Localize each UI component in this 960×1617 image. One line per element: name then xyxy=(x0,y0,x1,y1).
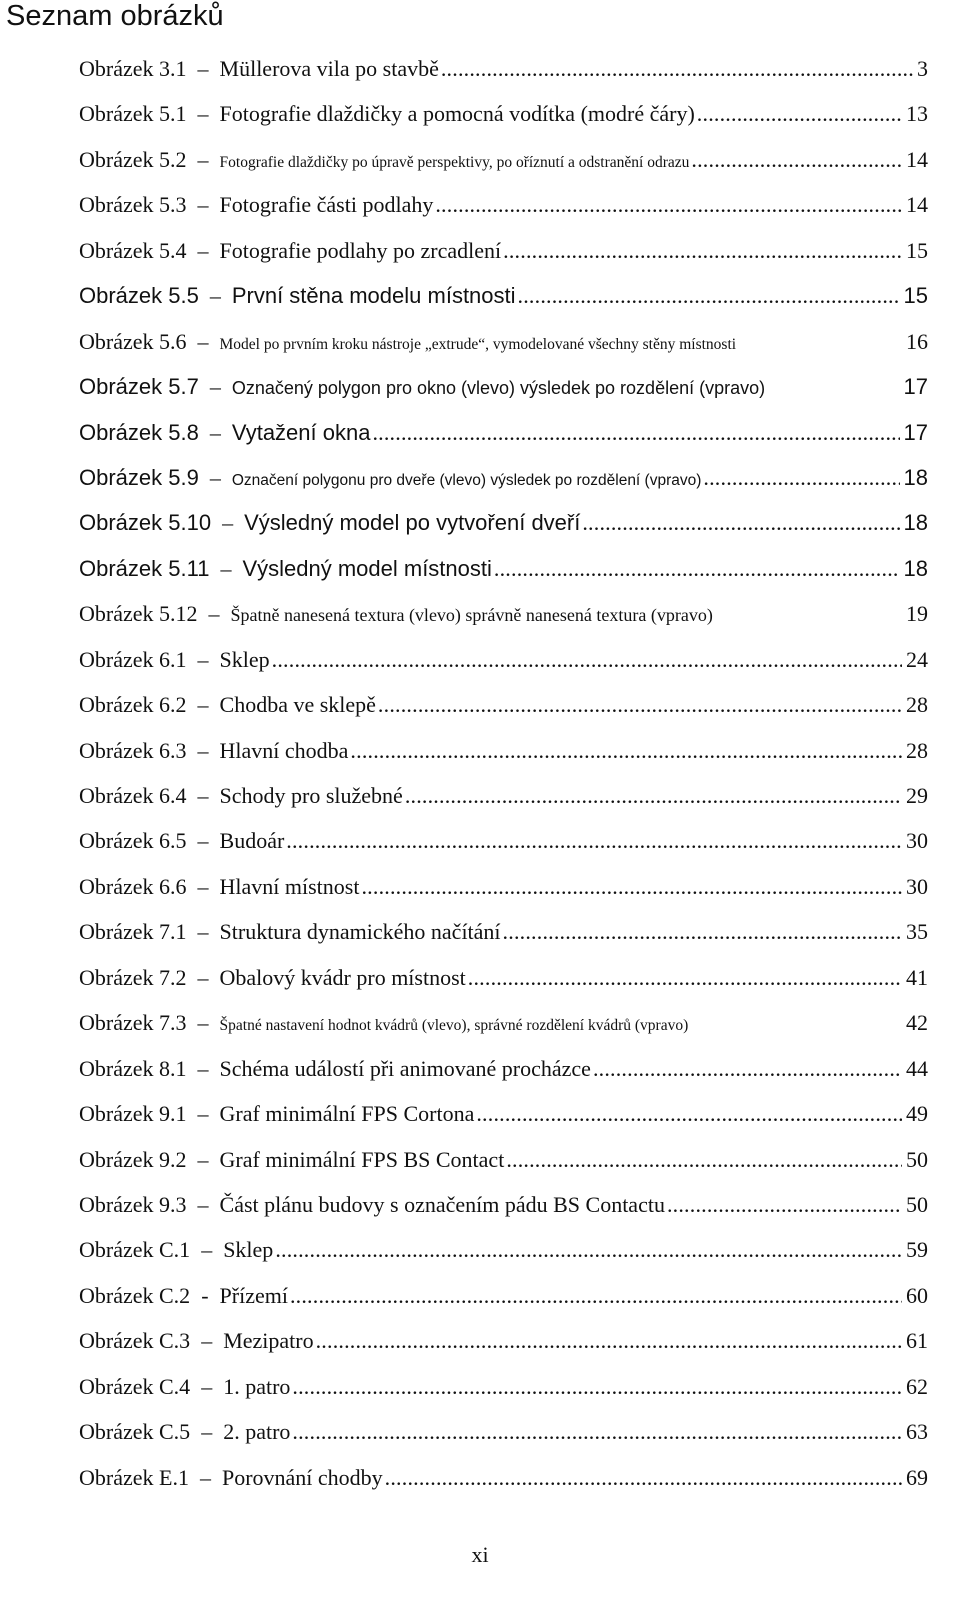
page-reference: 42 xyxy=(906,1010,928,1036)
figure-number: Obrázek C.1 xyxy=(79,1237,191,1263)
page-reference: 15 xyxy=(903,283,928,309)
list-item[interactable] xyxy=(79,1147,928,1192)
figure-number: Obrázek C.4 xyxy=(79,1373,191,1399)
separator: – xyxy=(209,419,221,445)
page-reference: 16 xyxy=(906,328,928,354)
page-title: Seznam obrázků xyxy=(6,0,224,32)
list-item[interactable] xyxy=(79,647,928,692)
separator: – xyxy=(201,1237,213,1263)
page-reference: 28 xyxy=(906,737,928,763)
figure-number: Obrázek 5.5 xyxy=(79,283,199,309)
dot-leader xyxy=(286,828,902,854)
separator: – xyxy=(201,1373,213,1399)
separator: – xyxy=(197,328,209,354)
page-reference: 29 xyxy=(906,783,928,808)
page-reference: 49 xyxy=(906,1101,928,1127)
list-item[interactable] xyxy=(79,692,928,737)
figure-title: 2. patro xyxy=(223,1419,291,1445)
page-reference: 69 xyxy=(906,1464,928,1490)
dot-leader xyxy=(518,283,900,309)
figure-title: Graf minimální FPS BS Contact xyxy=(219,1146,505,1172)
list-item[interactable] xyxy=(79,738,928,783)
figure-number: Obrázek 5.11 xyxy=(79,555,210,581)
dot-leader xyxy=(290,1283,902,1309)
page-reference: 41 xyxy=(906,964,928,990)
separator: – xyxy=(197,783,209,808)
separator: – xyxy=(197,101,209,127)
list-item[interactable] xyxy=(79,1419,928,1464)
page-reference: 28 xyxy=(906,692,928,718)
separator: – xyxy=(208,601,220,627)
list-item[interactable] xyxy=(79,601,928,646)
figure-title: Porovnání chodby xyxy=(221,1464,383,1490)
dot-leader xyxy=(292,1374,902,1400)
figure-title: Sklep xyxy=(223,1237,274,1263)
separator: – xyxy=(197,146,209,172)
dot-leader xyxy=(503,919,902,945)
page-reference: 15 xyxy=(906,237,928,263)
dot-leader xyxy=(435,192,902,218)
list-item[interactable] xyxy=(79,420,928,465)
figure-title: Schody pro služebné xyxy=(219,783,403,808)
figure-title: Fotografie dlaždičky po úpravě perspektivy, po oříznutí a odstranění odrazu xyxy=(219,153,690,171)
figure-number: Obrázek 5.10 xyxy=(79,510,212,536)
figure-title: Hlavní místnost xyxy=(219,873,360,899)
figure-number: Obrázek 5.6 xyxy=(79,328,187,354)
page-reference: 3 xyxy=(917,56,928,81)
page-number: xi xyxy=(471,1542,489,1567)
figure-title: Hlavní chodba xyxy=(219,737,349,763)
figure-title: Přízemí xyxy=(219,1282,288,1308)
list-item[interactable] xyxy=(79,56,928,101)
figure-number: Obrázek 5.12 xyxy=(79,601,198,627)
separator: – xyxy=(197,828,209,854)
figure-title: Fotografie dlaždičky a pomocná vodítka (modré čáry) xyxy=(219,101,695,127)
figure-list xyxy=(79,56,928,1510)
figure-number: Obrázek 5.1 xyxy=(79,101,187,127)
figure-number: Obrázek 6.6 xyxy=(79,873,187,899)
dot-leader xyxy=(697,101,902,127)
page-reference: 50 xyxy=(906,1191,928,1217)
dot-leader xyxy=(361,874,902,900)
separator: – xyxy=(197,1055,209,1081)
figure-title: Sklep xyxy=(219,646,270,672)
figure-title: Müllerova vila po stavbě xyxy=(219,56,439,81)
dot-leader xyxy=(372,420,899,446)
figure-number: Obrázek 3.1 xyxy=(79,56,187,81)
figure-title: Chodba ve sklepě xyxy=(219,692,376,718)
separator: – xyxy=(220,555,232,581)
figure-title: První stěna modelu místnosti xyxy=(231,283,516,309)
figure-title: Fotografie podlahy po zrcadlení xyxy=(219,237,502,263)
page-reference: 17 xyxy=(903,374,928,400)
separator: – xyxy=(201,1419,213,1445)
list-item[interactable] xyxy=(79,1237,928,1282)
list-item[interactable] xyxy=(79,1010,928,1055)
figure-title: Výsledný model místnosti xyxy=(242,555,492,581)
page-reference: 50 xyxy=(906,1146,928,1172)
dot-leader xyxy=(378,692,902,718)
figure-title: Model po prvním kroku nástroje „extrude“, vymodelované všechny stěny místnosti xyxy=(219,335,737,353)
dot-leader xyxy=(272,647,902,673)
page-reference: 44 xyxy=(906,1055,928,1081)
figure-title: Fotografie části podlahy xyxy=(219,192,434,218)
dot-leader xyxy=(385,1465,902,1491)
separator: – xyxy=(199,1464,211,1490)
dot-leader xyxy=(503,238,902,264)
page-reference: 35 xyxy=(906,919,928,945)
page-reference: 17 xyxy=(903,419,928,445)
list-item[interactable] xyxy=(79,465,928,510)
list-item[interactable] xyxy=(79,1374,928,1419)
dot-leader xyxy=(703,465,899,491)
separator: – xyxy=(197,873,209,899)
figure-number: Obrázek 7.2 xyxy=(79,964,187,990)
separator: – xyxy=(209,374,221,400)
list-item[interactable] xyxy=(79,874,928,919)
dot-leader xyxy=(476,1101,902,1127)
page-reference: 61 xyxy=(906,1328,928,1354)
separator: - xyxy=(201,1282,209,1308)
list-item[interactable] xyxy=(79,510,928,555)
separator: – xyxy=(197,964,209,990)
figure-number: Obrázek 8.1 xyxy=(79,1055,187,1081)
figure-title: Vytažení okna xyxy=(231,419,371,445)
figure-title: Struktura dynamického načítání xyxy=(219,919,501,945)
separator: – xyxy=(209,464,221,490)
dot-leader xyxy=(506,1147,902,1173)
page-reference: 30 xyxy=(906,873,928,899)
figure-number: Obrázek 5.4 xyxy=(79,237,187,263)
figure-title: Část plánu budovy s označením pádu BS Contactu xyxy=(219,1191,665,1217)
figure-number: Obrázek 5.7 xyxy=(79,374,199,400)
dot-leader xyxy=(292,1419,902,1445)
separator: – xyxy=(209,283,221,309)
page-reference: 18 xyxy=(903,555,928,581)
separator: – xyxy=(201,1328,213,1354)
list-item[interactable] xyxy=(79,1056,928,1101)
dot-leader xyxy=(275,1237,902,1263)
list-item[interactable] xyxy=(79,1192,928,1237)
separator: – xyxy=(197,1101,209,1127)
figure-number: Obrázek 7.1 xyxy=(79,919,187,945)
list-item[interactable] xyxy=(79,1101,928,1146)
figure-number: Obrázek 7.3 xyxy=(79,1010,187,1036)
list-item[interactable] xyxy=(79,192,928,237)
dot-leader xyxy=(667,1192,902,1218)
list-item[interactable] xyxy=(79,828,928,873)
dot-leader xyxy=(494,556,900,582)
dot-leader xyxy=(316,1328,902,1354)
dot-leader xyxy=(405,783,902,809)
list-item[interactable] xyxy=(79,1328,928,1373)
figure-number: Obrázek 5.9 xyxy=(79,464,199,490)
figure-number: Obrázek 6.1 xyxy=(79,646,187,672)
list-item[interactable] xyxy=(79,374,928,419)
list-item[interactable] xyxy=(79,919,928,964)
figure-number: Obrázek 6.5 xyxy=(79,828,187,854)
separator: – xyxy=(197,1191,209,1217)
separator: – xyxy=(197,1010,209,1036)
figure-number: Obrázek 9.3 xyxy=(79,1191,187,1217)
dot-leader xyxy=(350,738,902,764)
separator: – xyxy=(197,919,209,945)
page-reference: 19 xyxy=(906,601,928,627)
figure-number: Obrázek 6.3 xyxy=(79,737,187,763)
separator: – xyxy=(197,692,209,718)
page-reference: 13 xyxy=(906,101,928,127)
dot-leader xyxy=(691,147,902,173)
separator: – xyxy=(222,510,234,536)
figure-title: Schéma událostí při animované procházce xyxy=(219,1055,591,1081)
page-reference: 59 xyxy=(906,1237,928,1263)
figure-title: Špatné nastavení hodnot kvádrů (vlevo), správné rozdělení kvádrů (vpravo) xyxy=(219,1017,689,1035)
figure-title: Označení polygonu pro dveře (vlevo) výsledek po rozdělení (vpravo) xyxy=(231,471,702,489)
figure-number: Obrázek 5.2 xyxy=(79,146,187,172)
figure-title: Obalový kvádr pro místnost xyxy=(219,964,466,990)
page-reference: 14 xyxy=(906,192,928,218)
separator: – xyxy=(197,1146,209,1172)
figure-title: Budoár xyxy=(219,828,285,854)
page-reference: 63 xyxy=(906,1419,928,1445)
figure-title: Špatně nanesená textura (vlevo) správně nanesená textura (vpravo) xyxy=(230,605,713,626)
page-reference: 18 xyxy=(903,510,928,536)
list-item[interactable] xyxy=(79,238,928,283)
figure-title: 1. patro xyxy=(223,1373,291,1399)
figure-number: Obrázek C.5 xyxy=(79,1419,191,1445)
list-item[interactable] xyxy=(79,965,928,1010)
dot-leader xyxy=(468,965,902,991)
page-reference: 14 xyxy=(906,146,928,172)
figure-number: Obrázek 9.2 xyxy=(79,1146,187,1172)
figure-title: Označený polygon pro okno (vlevo) výsledek po rozdělení (vpravo) xyxy=(231,378,766,399)
separator: – xyxy=(197,237,209,263)
page-reference: 60 xyxy=(906,1282,928,1308)
dot-leader xyxy=(441,56,913,82)
list-item[interactable] xyxy=(79,101,928,146)
list-item[interactable] xyxy=(79,1283,928,1328)
page-reference: 62 xyxy=(906,1373,928,1399)
figure-number: Obrázek C.3 xyxy=(79,1328,191,1354)
figure-title: Mezipatro xyxy=(223,1328,314,1354)
list-item[interactable] xyxy=(79,1465,928,1510)
figure-title: Výsledný model po vytvoření dveří xyxy=(244,510,581,536)
separator: – xyxy=(197,192,209,218)
figure-number: Obrázek 6.2 xyxy=(79,692,187,718)
separator: – xyxy=(197,56,209,81)
list-item[interactable] xyxy=(79,147,928,192)
page-reference: 18 xyxy=(903,464,928,490)
list-item[interactable] xyxy=(79,283,928,328)
figure-number: Obrázek 5.3 xyxy=(79,192,187,218)
figure-number: Obrázek 6.4 xyxy=(79,783,187,808)
figure-title: Graf minimální FPS Cortona xyxy=(219,1101,475,1127)
separator: – xyxy=(197,646,209,672)
dot-leader xyxy=(582,510,899,536)
figure-number: Obrázek C.2 xyxy=(79,1282,191,1308)
figure-number: Obrázek 5.8 xyxy=(79,419,199,445)
list-item[interactable] xyxy=(79,783,928,828)
figure-number: Obrázek 9.1 xyxy=(79,1101,187,1127)
list-item[interactable] xyxy=(79,329,928,374)
page-reference: 30 xyxy=(906,828,928,854)
page-reference: 24 xyxy=(906,646,928,672)
separator: – xyxy=(197,737,209,763)
dot-leader xyxy=(593,1056,902,1082)
figure-number: Obrázek E.1 xyxy=(79,1464,189,1490)
list-item[interactable] xyxy=(79,556,928,601)
